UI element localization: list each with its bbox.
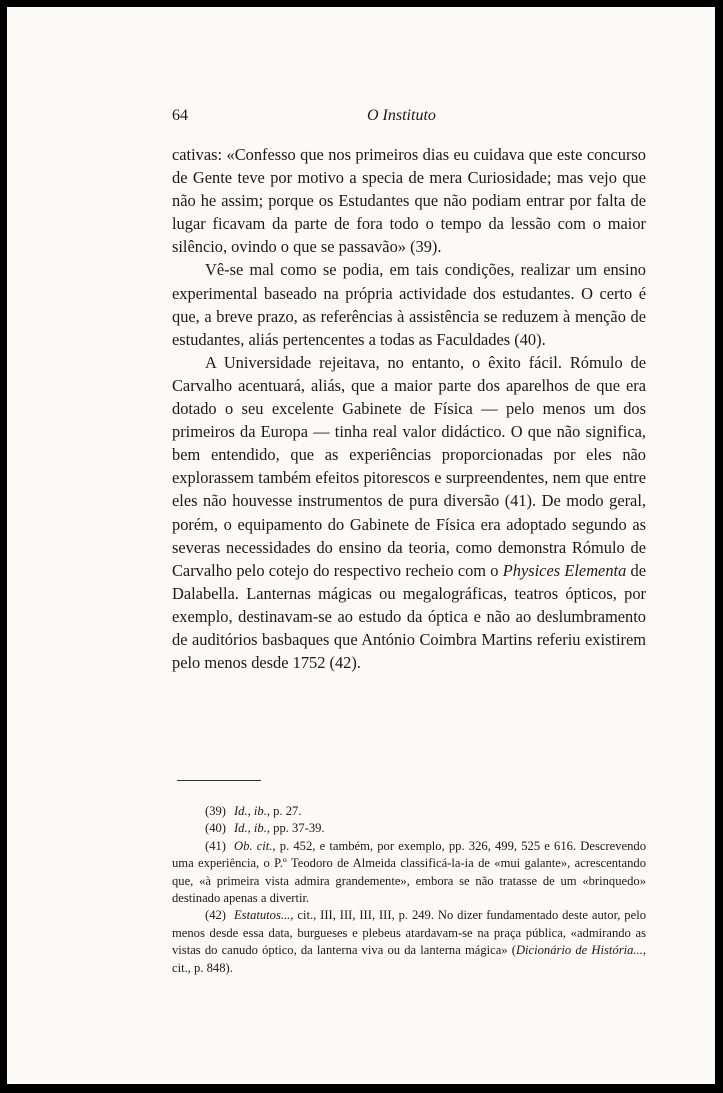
footnote-40 [172,820,646,837]
footnote-42-ref-2: Dicionário de História..., [515,943,646,958]
paragraph-3-part-1: A Universidade rejeitava, no entanto, o êxito fácil. Rómulo de Carvalho acentuará, aliás, que a maior parte dos aparelhos de que era dotado o seu excelente Gabinete de Física — pelo menos um dos primeiros da Europa — tinha real valor didáctico. O que não significa, bem entendido, que as experiências proporcionadas por eles não explorassem também efeitos pitorescos e surpreendentes, nem que entre eles não houvesse instrumentos de pura diversão (41). De modo geral, porém, o equipamento do Gabinete de Física era adoptado segundo as severas necessidades do ensino da teoria, como demonstra Rómulo de Carvalho pelo cotejo do respectivo recheio com o [172,352,646,580]
footnote-39 [172,803,646,820]
document-page [7,7,715,1084]
book-title-physices: Physices Elementa [502,560,627,580]
footnote-42 [172,907,646,977]
paragraph-2: Vê-se mal como se podia, em tais condições, realizar um ensino experimental baseado na própria actividade dos estudantes. O certo é que, a breve prazo, as referências à assistência se reduzem à menção de estudantes, aliás pertencentes a todas as Faculdades (40). [172,260,646,349]
footnote-41-text: p. 452, e também, por exemplo, pp. 326, 499, 525 e 616. Descrevendo uma experiência, o P.º Teodoro de Almeida classificá-la-ia de «mui galante», acrescentando que, «à primeira vista admira grandemente», embora se não tratasse de um «brinquedo» destinado apenas a divertir. [172,838,646,906]
paragraph-3 [172,351,646,674]
footnote-42-ref: Estatutos..., [233,908,294,923]
footnote-39-number: (39) [205,804,226,818]
footnote-40-number: (40) [205,821,226,836]
footnote-40-text: pp. 37-39. [270,821,325,836]
footnote-separator [177,780,261,781]
footnote-42-text: cit., III, III, III, III, p. 249. No dizer fundamentado deste autor, pelo menos desde essa data, burgueses e plebeus atardavam-se na praça pública, «admirando as vistas do canudo óptico, da lanterna viva ou da lanterna mágica» ( [172,908,646,958]
footnote-42-number: (42) [205,908,226,923]
footnotes [172,803,646,977]
footnote-39-ref: Id., ib., [233,804,271,818]
footnote-42-text-2: cit., p. 848). [172,960,233,975]
footnote-40-ref: Id., ib., [233,821,271,836]
footnote-41-ref: Ob. cit., [233,838,276,853]
paragraph-3-part-2: de Dalabella. Lanternas mágicas ou megalográficas, teatros ópticos, por exemplo, destinavam-se ao estudo da óptica e não ao deslumbramento de auditórios basbaques que António Coimbra Martins referiu existirem pelo menos desde 1752 (42). [172,560,646,673]
footnote-39-text: p. 27. [270,804,302,818]
body-text [172,143,646,674]
page-number: 64 [172,107,188,124]
footnote-41-number: (41) [205,838,226,853]
paragraph-1: cativas: «Confesso que nos primeiros dias eu cuidava que este concurso de Gente teve por motivo a specia de mera Curiosidade; mas vejo que não he assim; porque os Estudantes que não podiam entrar por falta de lugar ficavam da parte de fora todo o tempo da lessão com o maior silêncio, ovindo o que se passavão» (39). [172,145,646,257]
running-title: O Instituto [367,107,436,124]
footnote-41 [172,838,646,908]
